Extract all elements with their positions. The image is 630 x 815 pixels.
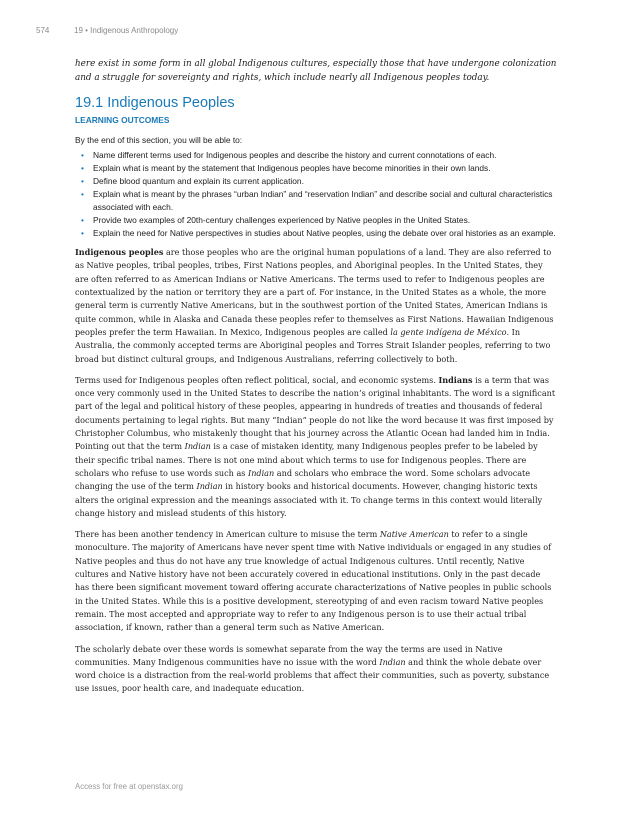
- italic-term: Native American: [379, 529, 449, 540]
- running-header: [36, 26, 178, 35]
- bullet-icon: •: [81, 176, 84, 187]
- paragraph-text: to refer to a single monoculture. The majority of Americans have never spent time with Native individuals or engaged in any studies of Native peoples and thus do not have any true knowledge of actual Indigenous cultures. Until recently, Native cultures and Native history have not been accurately covered in educational institutions. Only in the past decade has there been significant movement toward offering accurate characterizations of Native peoples in public schools in the United States. While this is a positive development, stereotyping of and even racism toward Native peoples remain. The most accepted and appropriate way to refer to any Indigenous person is to use their actual tribal association, if known, rather than a general term such as Native American.: [75, 529, 552, 633]
- learning-outcomes-heading: LEARNING OUTCOMES: [75, 115, 170, 126]
- outcome-text: Explain the need for Native perspectives in studies about Native peoples, using the debate over oral histories as an example.: [93, 228, 556, 239]
- list-item: [75, 162, 557, 175]
- paragraph-text: in history books and historical documents. However, changing historic texts alters the original expression and the meanings associated with it. To change terms in this context would literally change history and mislead students of this history.: [75, 481, 543, 518]
- italic-term: Indian: [184, 441, 211, 452]
- running-title: 19 • Indigenous Anthropology: [74, 26, 179, 35]
- list-item: [75, 214, 557, 227]
- italic-term: la gente indígena de México: [390, 326, 507, 337]
- paragraph-text: Terms used for Indigenous peoples often reflect political, social, and economic systems.: [75, 374, 439, 385]
- italic-term: Indian: [379, 656, 406, 667]
- learning-outcomes-lead: By the end of this section, you will be able to:: [75, 135, 243, 146]
- outcome-text: Explain what is meant by the statement that Indigenous peoples have become minorities in their own lands.: [93, 163, 491, 174]
- list-item: [75, 149, 557, 162]
- outcome-text: Name different terms used for Indigenous peoples and describe the history and current connotations of each.: [93, 150, 497, 161]
- body-paragraph-4: [75, 643, 557, 696]
- italic-term: Indian: [196, 481, 223, 492]
- body-paragraph-1: [75, 246, 557, 366]
- page-footer: Access for free at openstax.org: [75, 782, 183, 791]
- bullet-icon: •: [81, 215, 84, 226]
- list-item: [75, 175, 557, 188]
- main-content: [75, 58, 557, 704]
- outcome-text: Explain what is meant by the phrases “urban Indian” and “reservation Indian” and describe social and cultural characteristics associated with each.: [93, 189, 553, 213]
- body-paragraph-2: [75, 374, 557, 520]
- bullet-icon: •: [81, 189, 84, 200]
- list-item: [75, 188, 557, 214]
- italic-term: Indian: [248, 467, 275, 478]
- paragraph-text: . In Australia, the commonly accepted terms are Aboriginal peoples and Torres Strait Islander peoples, referring to two broad but distinct cultural groups, and Indigenous Australians, referring collectively to both.: [75, 326, 551, 364]
- bullet-icon: •: [81, 150, 84, 161]
- outcome-text: Provide two examples of 20th-century challenges experienced by Native peoples in the United States.: [93, 215, 471, 226]
- paragraph-text: and think the whole debate over word choice is a distraction from the real-world problems that affect their communities, such as poverty, substance use issues, poor health care, and inadequate education.: [75, 656, 550, 694]
- page-number: 574: [36, 26, 50, 35]
- paragraph-text: is a case of mistaken identity, many Indigenous peoples prefer to be labeled by their specific tribal names. There is not one mind about which terms to use for Indigenous peoples. There are scholars who refuse to use words such as: [75, 441, 538, 478]
- paragraph-text: and scholars who embrace the word. Some scholars advocate changing the use of the term: [75, 467, 531, 492]
- paragraph-text: The scholarly debate over these words is somewhat separate from the way the terms are used in Native communities. Many Indigenous communities have no issue with the word: [75, 643, 503, 667]
- outcome-text: Define blood quantum and explain its current application.: [93, 176, 304, 187]
- bullet-icon: •: [81, 163, 84, 174]
- section-title: 19.1 Indigenous Peoples: [75, 95, 235, 112]
- key-term: Indigenous peoples: [75, 247, 164, 258]
- paragraph-text: There has been another tendency in American culture to misuse the term: [75, 529, 380, 540]
- paragraph-text: are those peoples who are the original human populations of a land. They are also referred to as Native peoples, tribal peoples, tribes, First Nations peoples, and Aboriginal peoples. In the United States, they are often referred to as American Indians or Native Americans. The terms used to refer to Indigenous peoples are contextualized by the nation or territory they are a part of. For instance, in the United States as a whole, the more general term is currently Native Americans, but in the southwest portion of the United States, American Indians is quite common, while in Alaska and Canada these peoples refer to themselves as First Nations. Hawaiian Indigenous peoples prefer the term Hawaiian. In Mexico, Indigenous peoples are called: [75, 247, 554, 337]
- list-item: [75, 227, 557, 240]
- body-paragraph-3: [75, 528, 557, 634]
- intro-paragraph: here exist in some form in all global Indigenous cultures, especially those that have undergone colonization and a struggle for sovereignty and rights, which include nearly all Indigenous peoples today.: [75, 59, 557, 83]
- bullet-icon: •: [81, 228, 84, 239]
- paragraph-text: is a term that was once very commonly used in the United States to describe the nation’s original inhabitants. The word is a significant part of the legal and political history of these peoples, appearing in hundreds of treaties and thousands of federal documents pertaining to legal rights. But many “Indian” people do not like the word because it was first imposed by Christopher Columbus, who mistakenly thought that his journey across the Atlantic Ocean had landed him in India. Pointing out that the term: [75, 374, 556, 452]
- key-term: Indians: [438, 374, 473, 385]
- learning-outcomes-list: [75, 149, 557, 240]
